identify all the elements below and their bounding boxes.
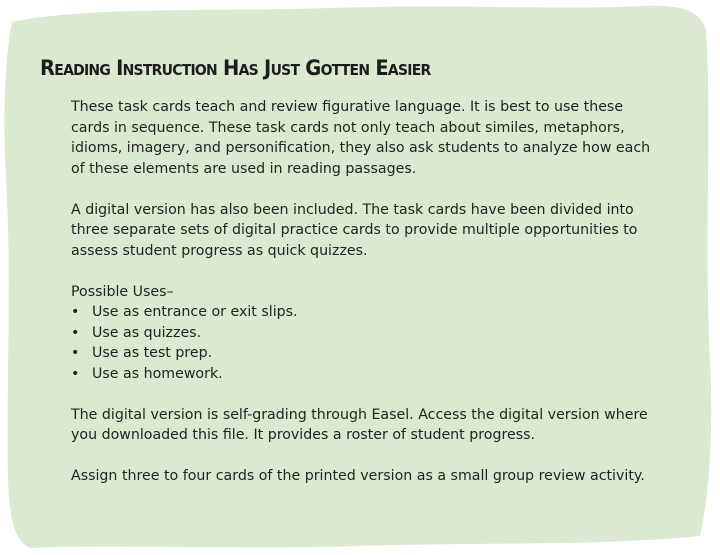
list-item bbox=[71, 343, 651, 364]
bullet-icon: • bbox=[71, 324, 80, 341]
bullet-icon: • bbox=[71, 345, 80, 361]
list-item-text: Use as test prep. bbox=[92, 345, 213, 361]
list-item-text: Use as entrance or exit slips. bbox=[92, 304, 298, 320]
list-item-text: Use as homework. bbox=[92, 365, 223, 382]
list-item bbox=[71, 323, 651, 344]
list-item-text: Use as quizzes. bbox=[92, 324, 202, 341]
easel-paragraph: The digital version is self-grading through Easel. Access the digital version where you downloaded this file. It provides a roster of student progress. bbox=[71, 406, 648, 443]
body-text bbox=[71, 97, 651, 487]
bullet-icon: • bbox=[71, 365, 80, 382]
bullet-icon: • bbox=[71, 304, 80, 320]
page-title: Reading Instruction Has Just Gotten Easier bbox=[40, 56, 431, 80]
assign-paragraph: Assign three to four cards of the printed version as a small group review activity. bbox=[71, 468, 645, 484]
digital-version-paragraph: A digital version has also been included. The task cards have been divided into three separate sets of digital practice cards to provide multiple opportunities to assess student progress as quick quizzes. bbox=[71, 201, 638, 259]
possible-uses-heading: Possible Uses– bbox=[71, 283, 174, 300]
possible-uses-list bbox=[71, 302, 651, 384]
intro-paragraph: These task cards teach and review figurative language. It is best to use these cards in sequence. These task cards not only teach about similes, metaphors, idioms, imagery, and personification, they also ask students to analyze how each of these elements are used in reading passages. bbox=[71, 99, 651, 177]
list-item bbox=[71, 364, 651, 385]
list-item bbox=[71, 302, 651, 323]
